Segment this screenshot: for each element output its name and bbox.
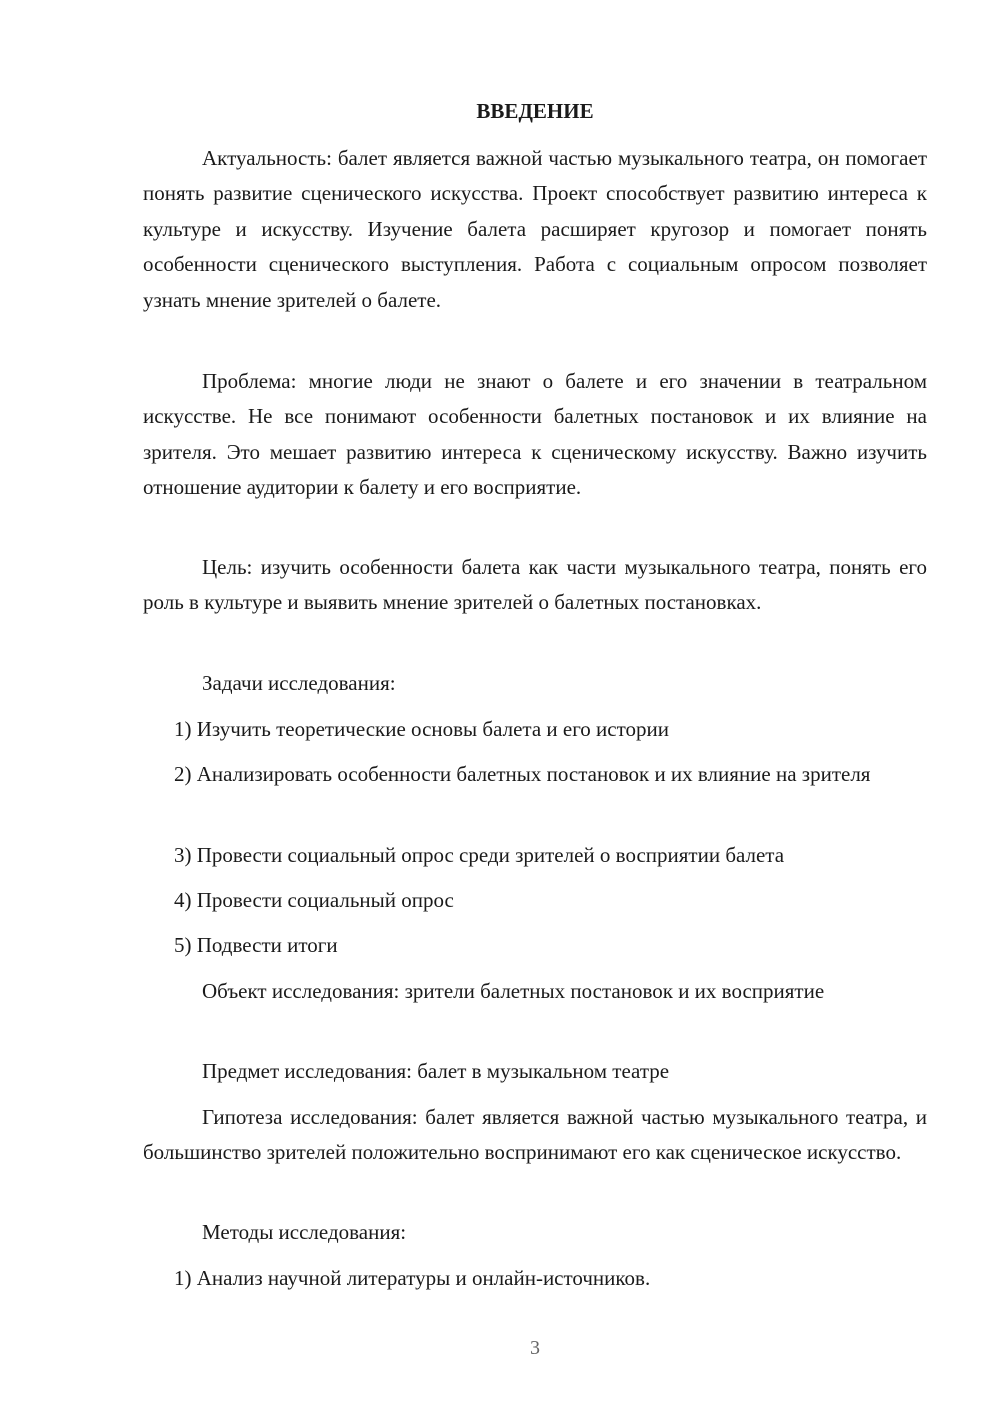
task-item: 1) Изучить теоретические основы балета и его истории [174, 717, 669, 741]
task-item: 4) Провести социальный опрос [174, 888, 454, 912]
goal-paragraph: Цель: изучить особенности балета как части музыкального театра, понять его роль в культуре и выявить мнение зрителей о балетных постановках. [143, 555, 927, 615]
document-page [143, 0, 927, 1414]
tasks-heading: Задачи исследования: [202, 671, 396, 695]
subject-paragraph: Предмет исследования: балет в музыкальном театре [202, 1059, 670, 1083]
hypothesis-paragraph: Гипотеза исследования: балет является важной частью музыкального театра, и большинство зрителей положительно воспринимают его как сценическое искусство. [143, 1105, 927, 1165]
task-item: 5) Подвести итоги [174, 933, 338, 957]
methods-heading: Методы исследования: [202, 1220, 407, 1244]
relevance-paragraph: Актуальность: балет является важной частью музыкального театра, он помогает понять развитие сценического искусства. Проект способствует развитию интереса к культуре и искусству. Изучение балета расширяет кругозор и помогает понять особенности сценического выступления. Работа с социальным опросом позволяет узнать мнение зрителей о балете. [143, 146, 927, 312]
object-paragraph: Объект исследования: зрители балетных постановок и их восприятие [202, 979, 825, 1003]
task-item: 3) Провести социальный опрос среди зрителей о восприятии балета [174, 843, 785, 867]
page-number: 3 [530, 1337, 540, 1359]
section-title: ВВЕДЕНИЕ [476, 99, 594, 123]
method-item: 1) Анализ научной литературы и онлайн-источников. [174, 1266, 651, 1290]
problem-paragraph: Проблема: многие люди не знают о балете и его значении в театральном искусстве. Не все понимают особенности балетных постановок и их влияние на зрителя. Это мешает развитию интереса к сценическому искусству. Важно изучить отношение аудитории к балету и его восприятие. [143, 369, 927, 500]
task-item: 2) Анализировать особенности балетных постановок и их влияние на зрителя [174, 762, 871, 786]
